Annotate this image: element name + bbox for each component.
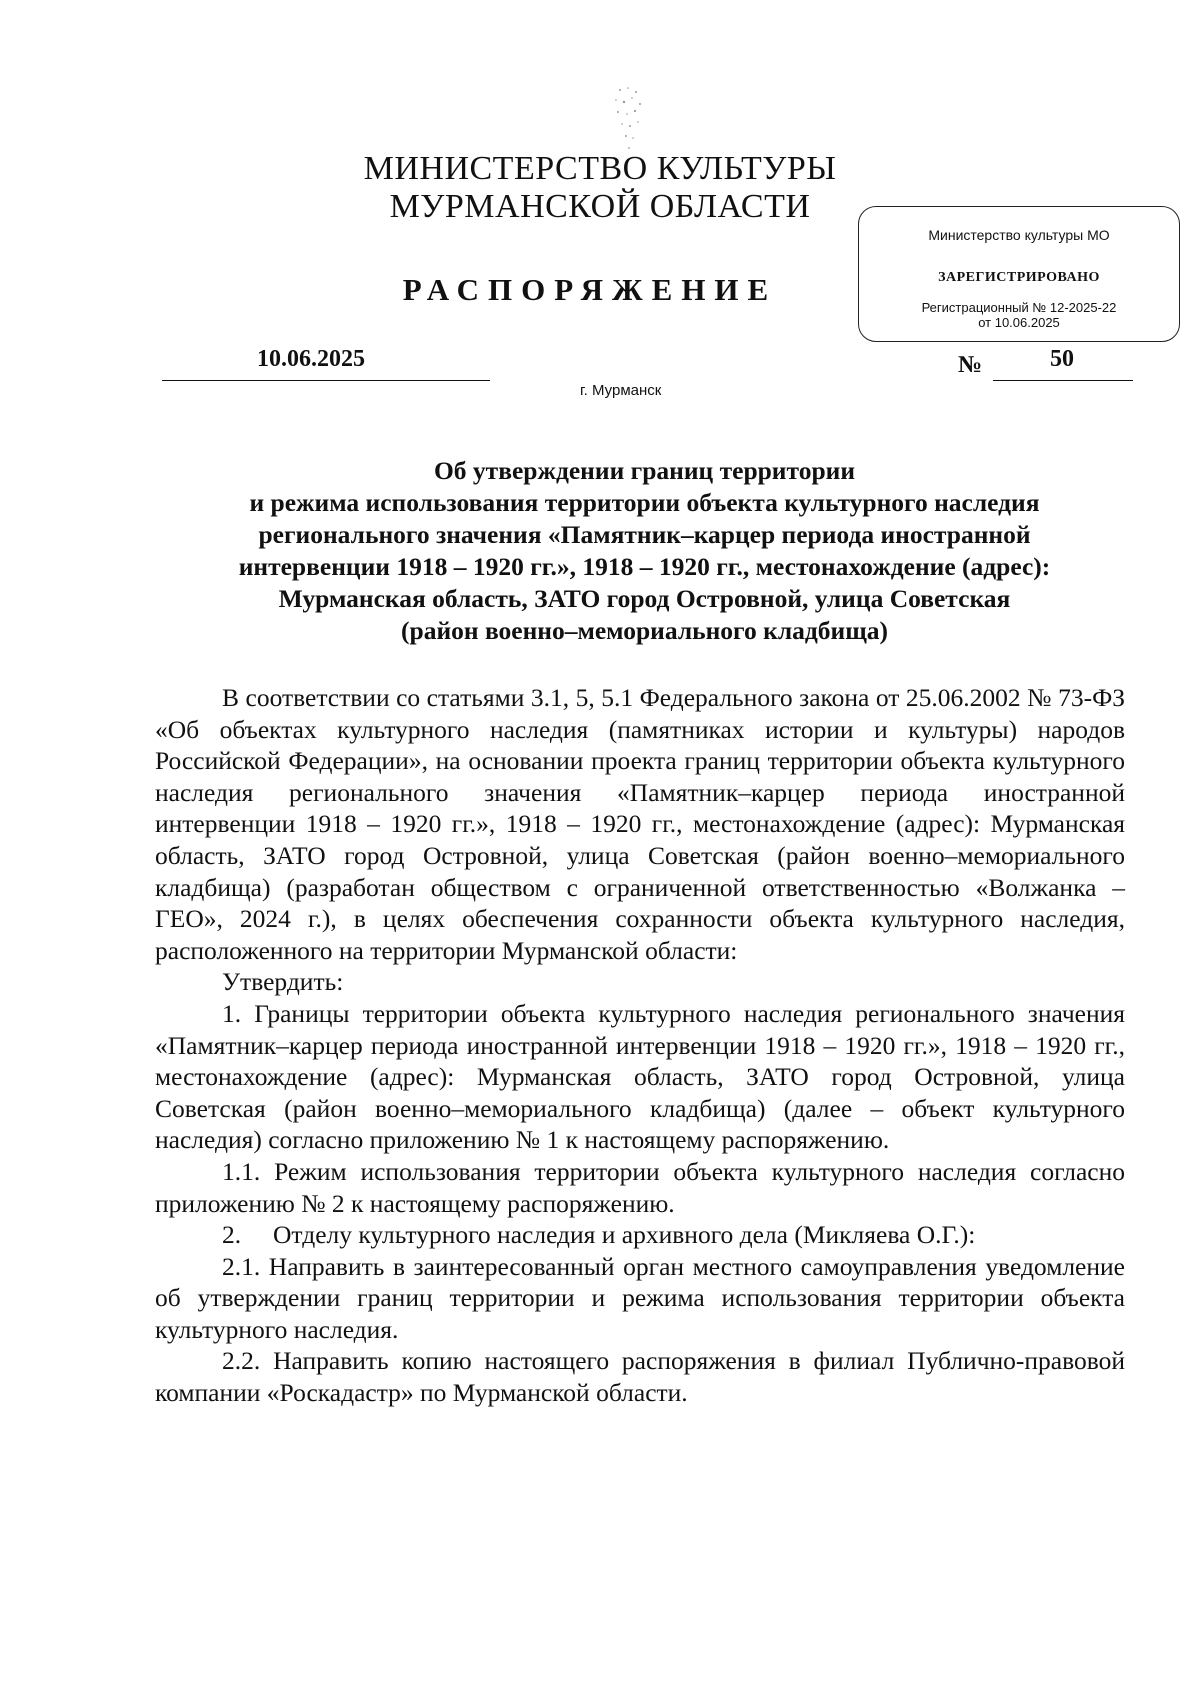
order-date-field: [162, 346, 490, 381]
subject-line: и режима использования территории объекта культурного наследия: [249, 488, 1040, 517]
order-number-field: [993, 346, 1133, 381]
item-2-1-paragraph: 2.1. Направить в заинтересованный орган местного самоуправления уведомление об утверждении границ территории и режима использования территории объекта культурного наследия.: [155, 1251, 1125, 1344]
item-2-2-paragraph: 2.2. Направить копию настоящего распоряжения в филиал Публично-правовой компании «Роскадастр» по Мурманской области.: [155, 1346, 1125, 1408]
approve-paragraph: Утвердить:: [222, 967, 344, 997]
subject-line: Об утверждении границ территории: [433, 456, 856, 485]
order-number: 50: [1050, 346, 1074, 372]
subject-line: регионального значения «Памятник–карцер периода иностранной: [258, 520, 1031, 549]
order-subject: [152, 455, 1137, 647]
subject-line: (район военно–мемориального кладбища): [401, 616, 888, 645]
registration-stamp: [858, 206, 1180, 342]
subject-line: интервенции 1918 – 1920 гг.», 1918 – 1920 гг., местонахождение (адрес):: [238, 552, 1051, 581]
item-1-paragraph: 1. Границы территории объекта культурного наследия регионального значения «Памятник–карцер периода иностранной интервенции 1918 – 1920 гг.», 1918 – 1920 гг., местонахождение (адрес): Мурманская область, ЗАТО город Островной, улица Советская (район военно–мемориального кладбища) (далее – объект культурного наследия) согласно приложению № 1 к настоящему распоряжению.: [155, 998, 1125, 1155]
stamp-registration: [859, 300, 1179, 330]
emblem-icon: [600, 78, 660, 158]
order-title: РАСПОРЯЖЕНИЕ: [402, 272, 778, 307]
item-1-1-paragraph: 1.1. Режим использования территории объекта культурного наследия согласно приложению № 2 к настоящему распоряжению.: [155, 1156, 1125, 1218]
order-date: 10.06.2025: [257, 346, 365, 372]
subject-line: Мурманская область, ЗАТО город Островной, улица Советская: [278, 584, 1011, 613]
preamble-paragraph: В соответствии со статьями 3.1, 5, 5.1 Федерального закона от 25.06.2002 № 73-ФЗ «Об объектах культурного наследия (памятниках истории и культуры) народов Российской Федерации», на основании проекта границ территории объекта культурного наследия регионального значения «Памятник–карцер периода иностранной интервенции 1918 – 1920 гг.», 1918 – 1920 гг., местонахождение (адрес): Мурманская область, ЗАТО город Островной, улица Советская (район военно–мемориального кладбища) (разработан обществом с ограниченной ответственностью «Волжанка – ГЕО», 2024 г.), в целях обеспечения сохранности объекта культурного наследия, расположенного на территории Мурманской области:: [155, 683, 1125, 965]
order-number-label: №: [958, 352, 983, 378]
ministry-line-2: МУРМАНСКОЙ ОБЛАСТИ: [389, 188, 811, 225]
item-2-paragraph: 2. Отделу культурного наследия и архивного дела (Микляева О.Г.):: [222, 1220, 976, 1250]
city: г. Мурманск: [580, 382, 662, 399]
stamp-status: ЗАРЕГИСТРИРОВАНО: [938, 270, 1100, 285]
stamp-reg-number: Регистрационный № 12-2025-22: [921, 300, 1117, 315]
ministry-line-1: МИНИСТЕРСТВО КУЛЬТУРЫ: [363, 150, 837, 187]
order-body: [155, 682, 1125, 1409]
stamp-reg-date: от 10.06.2025: [978, 315, 1060, 330]
ministry-name: [290, 150, 910, 226]
stamp-org: Министерство культуры МО: [928, 227, 1110, 243]
